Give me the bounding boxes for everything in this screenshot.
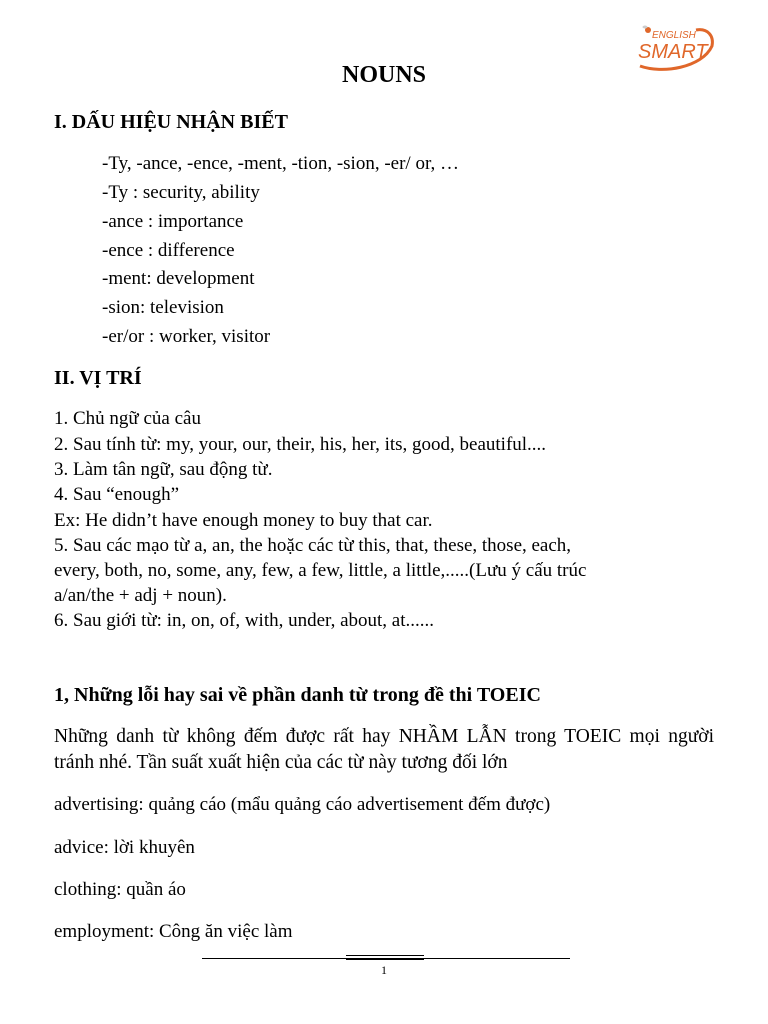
section3-item: advice: lời khuyên <box>54 837 195 858</box>
section3-item: advertising: quảng cáo (mẩu quảng cáo advertisement đếm được) <box>54 794 551 815</box>
logo-english-text: ENGLISH <box>652 30 696 41</box>
page-number: 1 <box>381 963 387 977</box>
section1-line: -Ty, -ance, -ence, -ment, -tion, -sion, -er/ or, … <box>102 153 460 174</box>
section3-heading: 1, Những lỗi hay sai về phần danh từ trong đề thi TOEIC <box>54 684 541 706</box>
section2-line: 6. Sau giới từ: in, on, of, with, under, about, at...... <box>54 610 435 631</box>
section1-line: -ment: development <box>102 268 255 289</box>
section2-line: Ex: He didn’t have enough money to buy that car. <box>54 510 433 531</box>
section2-heading: II. VỊ TRÍ <box>54 367 142 389</box>
logo-smart-text: SMART <box>638 41 708 63</box>
section1-heading: I. DẤU HIỆU NHẬN BIẾT <box>54 111 288 133</box>
section1-line: -ance : importance <box>102 211 244 232</box>
section3-intro: Những danh từ không đếm được rất hay NHẦM LẪN trong TOEIC mọi người tránh nhé. Tần suất xuất hiện của các từ này tương đối lớn <box>54 726 714 773</box>
section2-line: a/an/the + adj + noun). <box>54 585 227 606</box>
section2-line: every, both, no, some, any, few, a few, little, a little,.....(Lưu ý cấu trúc <box>54 560 587 581</box>
section3-item: clothing: quần áo <box>54 879 186 900</box>
section1-line: -sion: television <box>102 297 224 318</box>
footer-divider-mark <box>346 955 424 960</box>
page-title: NOUNS <box>341 62 426 88</box>
section1-line: -Ty : security, ability <box>102 182 260 203</box>
section2-line: 1. Chủ ngữ của câu <box>54 408 201 429</box>
section1-line: -er/or : worker, visitor <box>102 326 271 347</box>
section3-item: employment: Công ăn việc làm <box>54 921 293 942</box>
section2-line: 3. Làm tân ngữ, sau động từ. <box>54 459 273 480</box>
section2-line: 2. Sau tính từ: my, your, our, their, his, her, its, good, beautiful.... <box>54 434 547 455</box>
section1-line: -ence : difference <box>102 240 235 261</box>
section2-line: 5. Sau các mạo từ a, an, the hoặc các từ this, that, these, those, each, <box>54 535 572 556</box>
section2-line: 4. Sau “enough” <box>54 484 180 505</box>
